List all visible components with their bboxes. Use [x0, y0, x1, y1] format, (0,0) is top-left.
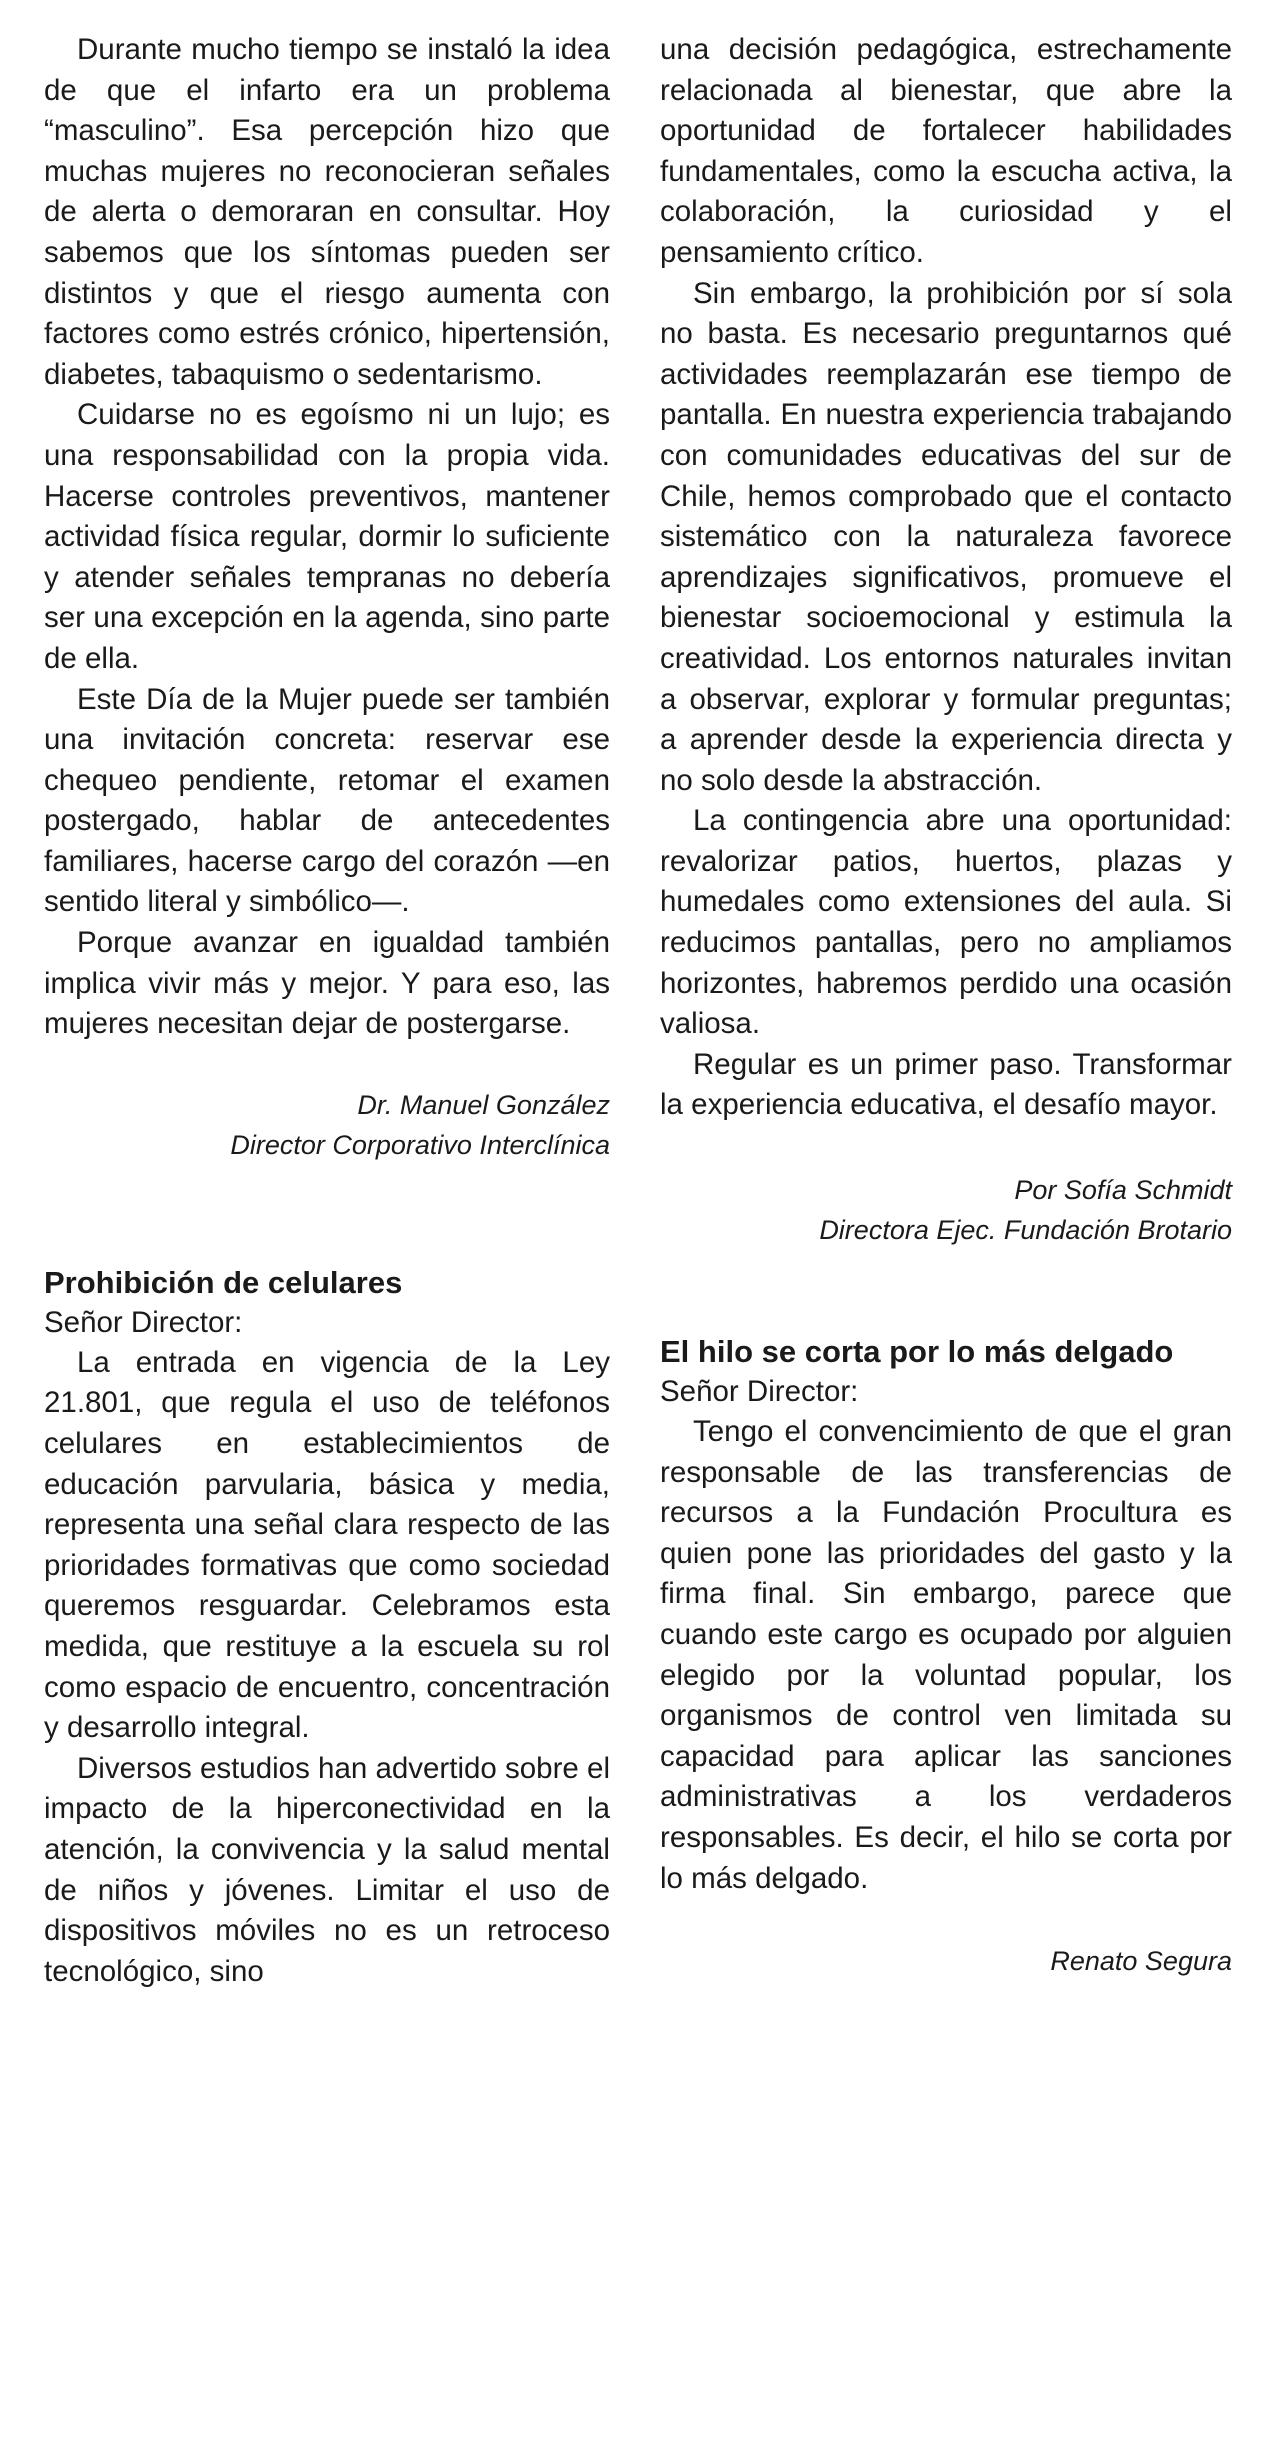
paragraph: Porque avanzar en igualdad también implica vivir más y mejor. Y para eso, las mujeres necesitan dejar de postergarse.	[44, 926, 610, 1041]
paragraph: Sin embargo, la prohibición por sí sola no basta. Es necesario preguntarnos qué actividades reemplazarán ese tiempo de pantalla. En nuestra experiencia trabajando con comunidades educativas del sur de Chile, hemos comprobado que el contacto sistemático con la naturaleza favorece aprendizajes significativos, promueve el bienestar socioemocional y estimula la creatividad. Los entornos naturales invitan a observar, explorar y formular preguntas; a aprender desde la experiencia directa y no solo desde la abstracción.	[660, 276, 1232, 797]
paragraph: una decisión pedagógica, estrechamente relacionada al bienestar, que abre la oportunidad de fortalecer habilidades fundamentales, como la escucha activa, la colaboración, la curiosidad y el pensamiento crítico.	[660, 33, 1232, 269]
letter-continuation-celulares	[660, 30, 1232, 1126]
letter-salutation: Señor Director:	[44, 1305, 243, 1339]
letter-hilo	[660, 1332, 1232, 1981]
signature-role: Director Corporativo Interclínica	[230, 1129, 610, 1160]
signature-block	[660, 1170, 1232, 1250]
paragraph: La entrada en vigencia de la Ley 21.801, que regula el uso de teléfonos celulares en establecimientos de educación parvularia, básica y media, representa una señal clara respecto de las prioridades formativas que como sociedad queremos resguardar. Celebramos esta medida, que restituye a la escuela su rol como espacio de encuentro, concentración y desarrollo integral.	[44, 1345, 610, 1745]
letter-headline: El hilo se corta por lo más delgado	[660, 1334, 1174, 1370]
letter-continuation-cardio	[44, 30, 610, 1045]
paragraph: Tengo el convencimiento de que el gran responsable de las transferencias de recursos a la Fundación Procultura es quien pone las prioridades del gasto y la firma final. Sin embargo, parece que cuando este cargo es ocupado por alguien elegido por la voluntad popular, los organismos de control ven limitada su capacidad para aplicar las sanciones administrativas a los verdaderos responsables. Es decir, el hilo se corta por lo más delgado.	[660, 1415, 1232, 1895]
paragraph: Diversos estudios han advertido sobre el impacto de la hiperconectividad en la atención, la convivencia y la salud mental de niños y jóvenes. Limitar el uso de dispositivos móviles no es un retroceso tecnológico, sino	[44, 1751, 610, 1988]
letter-salutation: Señor Director:	[660, 1375, 859, 1409]
right-column	[660, 30, 1232, 1981]
paragraph: Cuidarse no es egoísmo ni un lujo; es una responsabilidad con la propia vida. Hacerse controles preventivos, mantener actividad física regular, dormir lo suficiente y atender señales tempranas no debería ser una excepción en la agenda, sino parte de ella.	[44, 398, 610, 675]
left-column	[44, 30, 610, 1992]
letter-celulares	[44, 1263, 610, 1993]
signature-name: Por Sofía Schmidt	[1014, 1175, 1232, 1206]
paragraph: Durante mucho tiempo se instaló la idea de que el infarto era un problema “masculino”. Esa percepción hizo que muchas mujeres no reconocieran señales de alerta o demoraran en consultar. Hoy sabemos que los síntomas pueden ser distintos y que el riesgo aumenta con factores como estrés crónico, hipertensión, diabetes, tabaquismo o sedentarismo.	[44, 33, 610, 391]
signature-name: Dr. Manuel González	[357, 1089, 610, 1120]
paragraph: La contingencia abre una oportunidad: revalorizar patios, huertos, plazas y humedales como extensiones del aula. Si reducimos pantallas, pero no ampliamos horizontes, habremos perdido una ocasión valiosa.	[660, 804, 1232, 1041]
paragraph: Regular es un primer paso. Transformar la experiencia educativa, el desafío mayor.	[660, 1047, 1232, 1122]
signature-block	[44, 1085, 610, 1165]
paragraph: Este Día de la Mujer puede ser también una invitación concreta: reservar ese chequeo pendiente, retomar el examen postergado, hablar de antecedentes familiares, hacerse cargo del corazón —en sentido literal y simbólico—.	[44, 682, 610, 919]
signature-name: Renato Segura	[1050, 1946, 1232, 1977]
signature-role: Directora Ejec. Fundación Brotario	[819, 1215, 1232, 1246]
letter-headline: Prohibición de celulares	[44, 1264, 403, 1300]
